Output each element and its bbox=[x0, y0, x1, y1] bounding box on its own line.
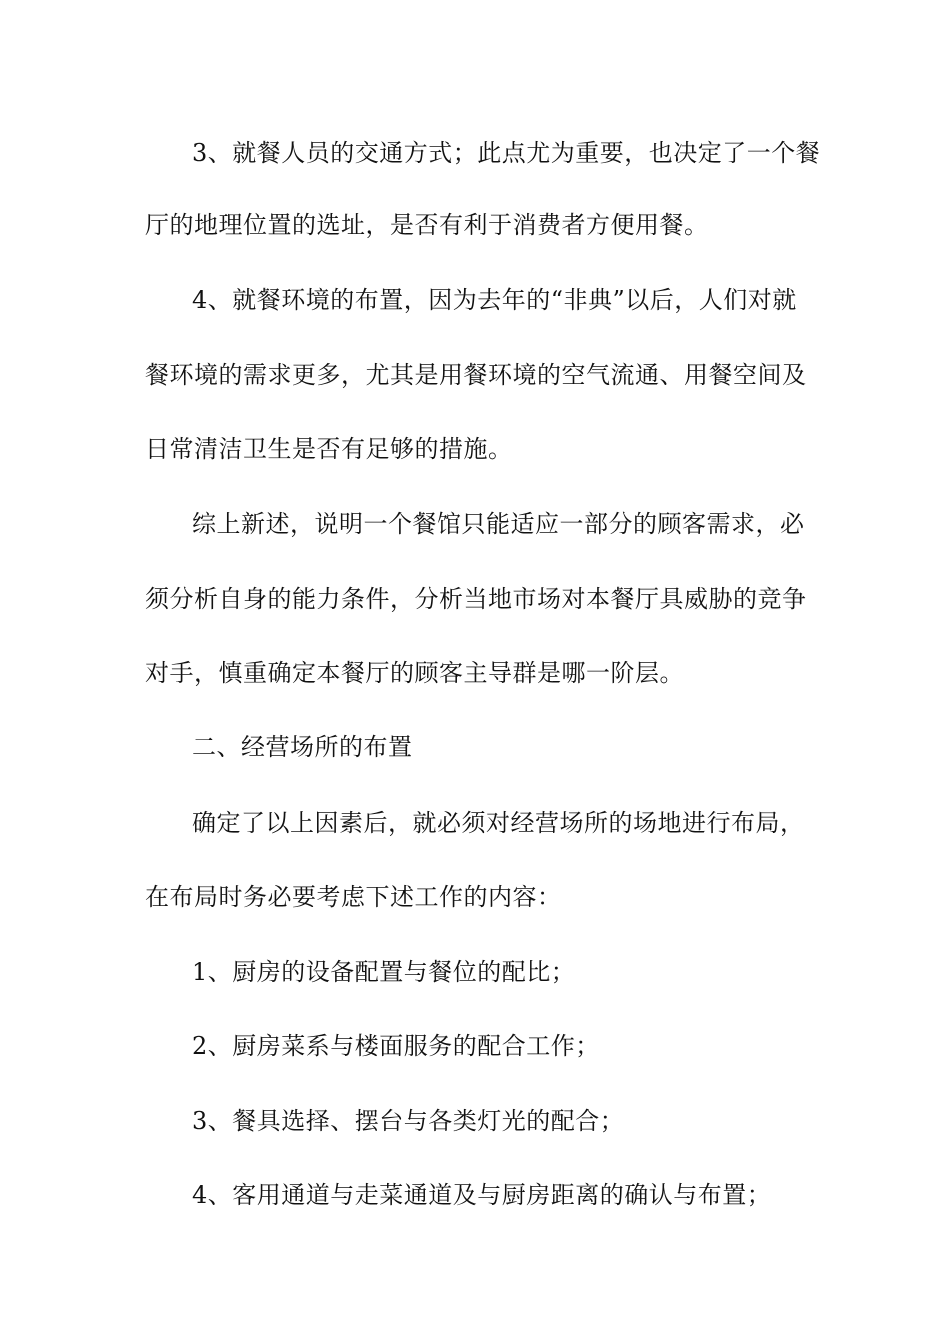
paragraph-summary-line-2: 须分析自身的能力条件，分析当地市场对本餐厅具威胁的竞争 bbox=[145, 585, 807, 613]
list-item-1: 1、厨房的设备配置与餐位的配比； bbox=[192, 958, 576, 986]
paragraph-item-3-line-1: 3、就餐人员的交通方式；此点尤为重要，也决定了一个餐 bbox=[192, 139, 821, 167]
list-item-3: 3、餐具选择、摆台与各类灯光的配合； bbox=[192, 1107, 625, 1135]
paragraph-layout-line-2: 在布局时务必要考虑下述工作的内容： bbox=[145, 883, 562, 911]
list-item-4: 4、客用通道与走菜通道及与厨房距离的确认与布置； bbox=[192, 1181, 772, 1209]
list-item-2: 2、厨房菜系与楼面服务的配合工作； bbox=[192, 1032, 600, 1060]
paragraph-item-3-line-2: 厅的地理位置的选址，是否有利于消费者方便用餐。 bbox=[145, 211, 709, 239]
paragraph-item-4-line-2: 餐环境的需求更多，尤其是用餐环境的空气流通、用餐空间及 bbox=[145, 361, 807, 389]
paragraph-summary-line-1: 综上新述，说明一个餐馆只能适应一部分的顾客需求，必 bbox=[192, 510, 805, 538]
paragraph-item-4-line-1: 4、就餐环境的布置，因为去年的“非典”以后，人们对就 bbox=[192, 286, 797, 314]
paragraph-summary-line-3: 对手，慎重确定本餐厅的顾客主导群是哪一阶层。 bbox=[145, 659, 684, 687]
paragraph-layout-line-1: 确定了以上因素后，就必须对经营场所的场地进行布局， bbox=[192, 809, 805, 837]
section-heading: 二、经营场所的布置 bbox=[192, 733, 413, 761]
paragraph-item-4-line-3: 日常清洁卫生是否有足够的措施。 bbox=[145, 435, 513, 463]
